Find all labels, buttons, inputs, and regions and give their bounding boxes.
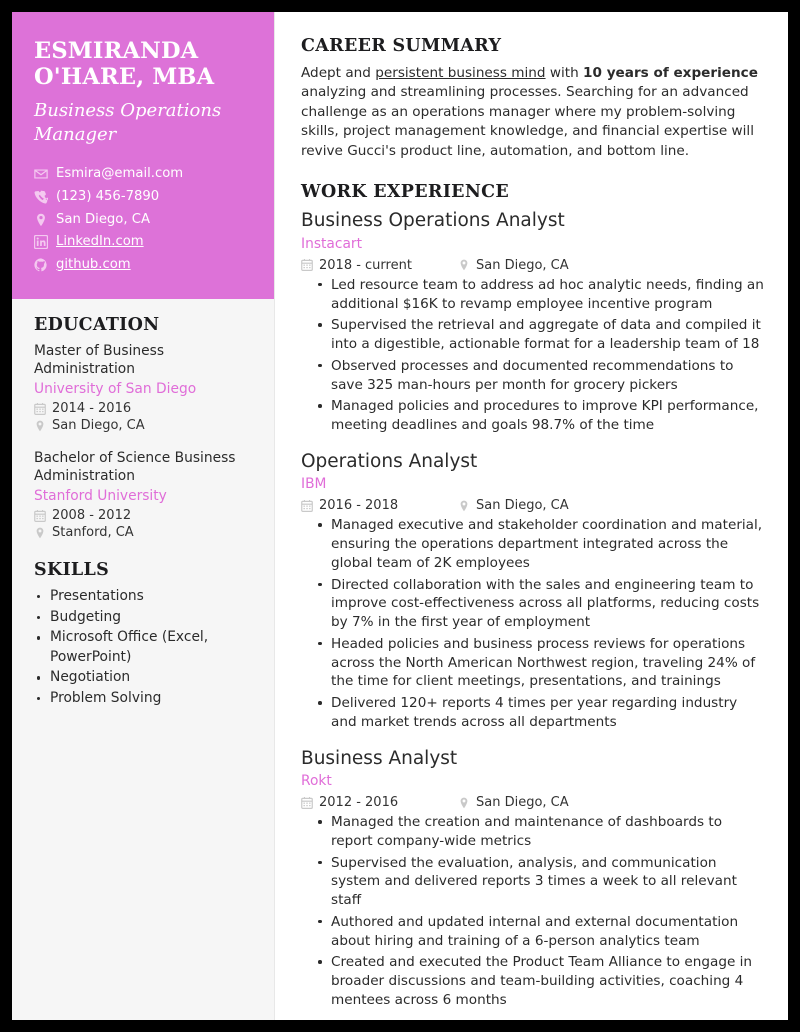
job-bullet: Supervised the evaluation, analysis, and communication system and delivered reports 3 times a week to all relevant staff [301, 854, 766, 910]
career-summary-heading: CAREER SUMMARY [301, 36, 502, 56]
job-bullet: Created and executed the Product Team Alliance to engage in broader discussions and team-building activities, coaching 4 mentees across 6 months [301, 953, 766, 1009]
job-meta [301, 496, 766, 513]
education-school: Stanford University [34, 487, 167, 504]
job-bullet: Led resource team to address ad hoc analytic needs, finding an additional $16K to revamp employee incentive program [301, 276, 766, 314]
job-bullet: Delivered 120+ reports 4 times per year regarding industry and market trends across all departments [301, 694, 766, 732]
education-entry [34, 342, 252, 433]
location-pin-icon [34, 419, 46, 432]
contact-list [34, 165, 252, 274]
job-bullet: Managed the creation and maintenance of dashboards to report company-wide metrics [301, 813, 766, 851]
contact-text: Esmira@email.com [56, 165, 184, 181]
job-bullet: Supervised the retrieval and aggregate of data and compiled it into a digestible, actionable format for a leadership team of 18 [301, 316, 766, 354]
header-job-title: Business Operations Manager [34, 100, 222, 145]
job-bullet: Directed collaboration with the sales and engineering team to improve cost-effectiveness across all platforms, reducing costs by 7% in the first year of employment [301, 576, 766, 632]
job-bullet: Managed policies and procedures to improve KPI performance, meeting deadlines and goals 98.7% of the time [301, 397, 766, 435]
jobs-container [301, 210, 766, 1009]
location-pin-icon [458, 499, 470, 512]
job-role: Business Operations Analyst [301, 210, 565, 232]
job-dates-text: 2012 - 2016 [319, 795, 399, 811]
job-dates [301, 258, 458, 273]
job-location-text: San Diego, CA [476, 795, 569, 811]
contact-text: LinkedIn.com [56, 234, 144, 250]
job-entry [301, 210, 766, 435]
skill-item: Presentations [34, 587, 252, 607]
main-content [275, 12, 788, 1020]
contact-item [34, 165, 252, 183]
calendar-icon [34, 402, 46, 415]
location-pin-icon [34, 526, 46, 539]
summary-underlined-phrase: persistent business mind [375, 65, 546, 81]
job-bullet: Observed processes and documented recommendations to save 325 man-hours per month for grocery pickers [301, 357, 766, 395]
skills-heading: SKILLS [34, 560, 110, 581]
job-dates-text: 2016 - 2018 [319, 498, 399, 514]
location-pin-icon [458, 796, 470, 809]
contact-text: San Diego, CA [56, 211, 150, 227]
sidebar-body [12, 299, 274, 1020]
job-location-text: San Diego, CA [476, 498, 569, 514]
skill-item: Negotiation [34, 668, 252, 688]
header-block [12, 12, 274, 299]
job-dates [301, 795, 458, 810]
skills-list [34, 587, 252, 708]
job-bullets [301, 813, 766, 1010]
job-meta [301, 256, 766, 273]
contact-text: github.com [56, 257, 131, 273]
job-company: Rokt [301, 773, 332, 790]
contact-text: (123) 456-7890 [56, 188, 160, 204]
work-experience-section [301, 182, 766, 1009]
job-entry [301, 451, 766, 732]
resume-page [12, 12, 788, 1020]
github-icon [34, 258, 48, 272]
education-dates-text: 2014 - 2016 [52, 401, 132, 417]
skill-item: Microsoft Office (Excel, PowerPoint) [34, 628, 252, 667]
education-heading: EDUCATION [34, 315, 160, 336]
career-summary-section [301, 36, 766, 161]
calendar-icon [34, 509, 46, 522]
education-location [34, 418, 252, 433]
summary-bold-phrase: 10 years of experience [583, 65, 758, 81]
skills-section [34, 560, 252, 708]
education-entries [34, 342, 252, 540]
job-bullets [301, 516, 766, 731]
education-degree: Bachelor of Science Business Administration [34, 450, 236, 485]
job-dates [301, 498, 458, 513]
education-location-text: San Diego, CA [52, 418, 145, 434]
skill-item: Problem Solving [34, 689, 252, 709]
location-pin-icon [458, 259, 470, 272]
phone-icon [34, 190, 48, 204]
career-summary-text: Adept and persistent business mind with 10 years of experience analyzing and streamlining processes. Searching for an advanced challenge as an operations manager where my problem-solving skills, project management knowledge, and financial expertise will revive Gucci's product line, automation, and bottom line. [301, 65, 758, 159]
envelope-icon [34, 167, 48, 181]
job-role: Business Analyst [301, 747, 458, 769]
education-dates [34, 401, 252, 416]
contact-item[interactable] [34, 256, 252, 274]
job-dates-text: 2018 - current [319, 257, 412, 273]
contact-item[interactable] [34, 233, 252, 251]
education-degree: Master of Business Administration [34, 343, 165, 378]
job-company: IBM [301, 476, 327, 493]
job-location-text: San Diego, CA [476, 257, 569, 273]
job-bullet: Authored and updated internal and external documentation about hiring and training of a 6-person analytics team [301, 913, 766, 951]
education-entry [34, 449, 252, 540]
sidebar [12, 12, 275, 1020]
contact-item [34, 188, 252, 206]
page-title: ESMIRANDA O'HARE, MBA [34, 38, 215, 91]
job-entry [301, 748, 766, 1010]
job-bullet: Managed executive and stakeholder coordination and material, ensuring the operations department integrated across the global team of 2K employees [301, 516, 766, 572]
job-bullet: Headed policies and business process reviews for operations across the North American Northwest region, traveling 24% of the time for client meetings, presentations, and trainings [301, 635, 766, 691]
education-location-text: Stanford, CA [52, 525, 134, 541]
job-location [458, 795, 569, 810]
calendar-icon [301, 796, 313, 809]
linkedin-icon [34, 235, 48, 249]
education-dates [34, 508, 252, 523]
calendar-icon [301, 259, 313, 272]
education-location [34, 525, 252, 540]
job-meta [301, 793, 766, 810]
job-role: Operations Analyst [301, 450, 478, 472]
job-location [458, 498, 569, 513]
contact-item [34, 211, 252, 229]
job-location [458, 258, 569, 273]
calendar-icon [301, 499, 313, 512]
location-pin-icon [34, 213, 48, 227]
education-school: University of San Diego [34, 380, 197, 397]
job-company: Instacart [301, 235, 362, 252]
skill-item: Budgeting [34, 608, 252, 628]
work-experience-heading: WORK EXPERIENCE [301, 182, 509, 203]
education-section [34, 315, 252, 540]
job-bullets [301, 276, 766, 435]
education-dates-text: 2008 - 2012 [52, 508, 132, 524]
